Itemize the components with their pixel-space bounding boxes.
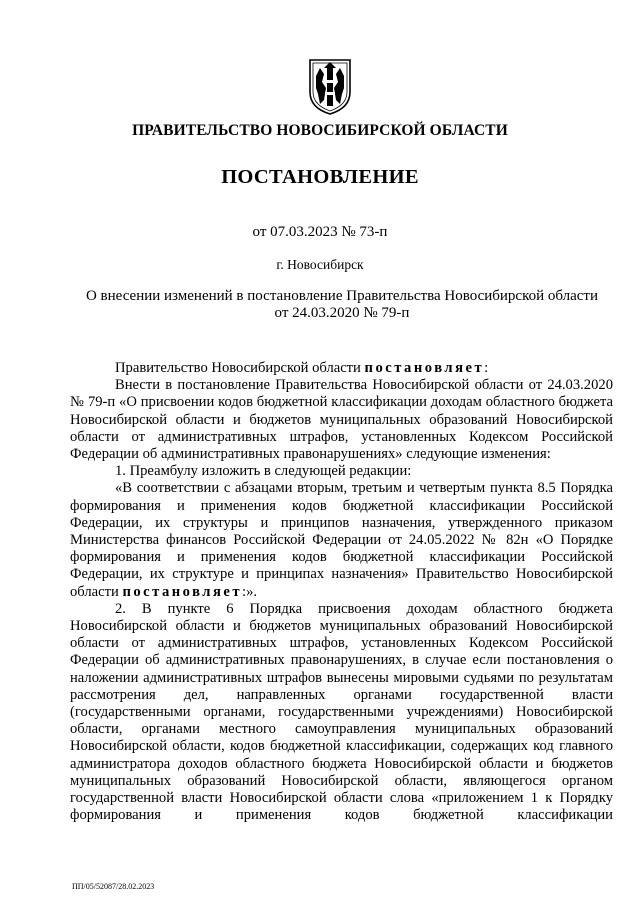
- document-title: [70, 288, 614, 322]
- document-date-number: от 07.03.2023 № 73-п: [252, 224, 388, 240]
- document-body: [70, 360, 613, 824]
- preamble-resolves: постановляет: [364, 360, 485, 376]
- new-preamble-end: :».: [242, 583, 258, 600]
- document-type: ПОСТАНОВЛЕНИЕ: [221, 166, 419, 188]
- paragraph-new-preamble: [70, 480, 613, 600]
- paragraph-item-2: 2. В пункте 6 Порядка присвоения доходам областного бюджета Новосибирской области и бюджетов муниципальных образований Новосибирской области от административных штрафов, установленных Кодексом Российской Федерации об административных правонарушениях, в случае если постановления о наложении административных штрафов вынесены мировыми судьями по результатам рассмотрения дел, направленных органами государственной власти (государственными органами, государственными учреждениями) Новосибирской области, органами местного самоуправления муниципальных образований Новосибирской области, кодов бюджетной классификации, содержащих код главного администратора доходов областного бюджета Новосибирской области и бюджетов муниципальных образований Новосибирской области, являющегося органом государственной власти Новосибирской области слова «приложением 1 к Порядку формирования и применения кодов бюджетной классификации: [70, 600, 613, 824]
- document-city: г. Новосибирск: [276, 257, 364, 272]
- preamble-end: :: [484, 360, 489, 376]
- title-line-2: от 24.03.2020 № 79-п: [274, 305, 410, 321]
- paragraph-amend: Внести в постановление Правительства Новосибирской области от 24.03.2020 № 79-п «О присвоении кодов бюджетной классификации доходам областного бюджета Новосибирской области и бюджетов муниципальных образований Новосибирской области от административных штрафов, установленных Кодексом Российской Федерации об административных правонарушениях» следующие изменения:: [70, 377, 613, 463]
- paragraph-item-1: 1. Преамбулу изложить в следующей редакции:: [115, 463, 412, 480]
- new-preamble-resolves: постановляет: [122, 583, 243, 600]
- coat-of-arms-emblem: [306, 58, 354, 116]
- footer-code: ПП/05/52087/28.02.2023: [72, 882, 155, 891]
- preamble-text: Правительство Новосибирской области: [115, 360, 365, 376]
- paragraph-preamble: [70, 360, 613, 377]
- title-line-1: О внесении изменений в постановление Правительства Новосибирской области: [85, 288, 599, 304]
- organization-name: ПРАВИТЕЛЬСТВО НОВОСИБИРСКОЙ ОБЛАСТИ: [132, 122, 508, 139]
- new-preamble-text: «В соответствии с абзацами вторым, третьим и четвертым пункта 8.5 Порядка формирования и применения кодов бюджетной классификации Российской Федерации, их структуры и принципов назначения, утвержденного приказом Министерства финансов Российской Федерации от 24.05.2022 № 82н «О Порядке формирования и применения кодов бюджетной классификации Российской Федерации, их структуре и принципах назначения» Правительство Новосибирской области: [70, 480, 613, 600]
